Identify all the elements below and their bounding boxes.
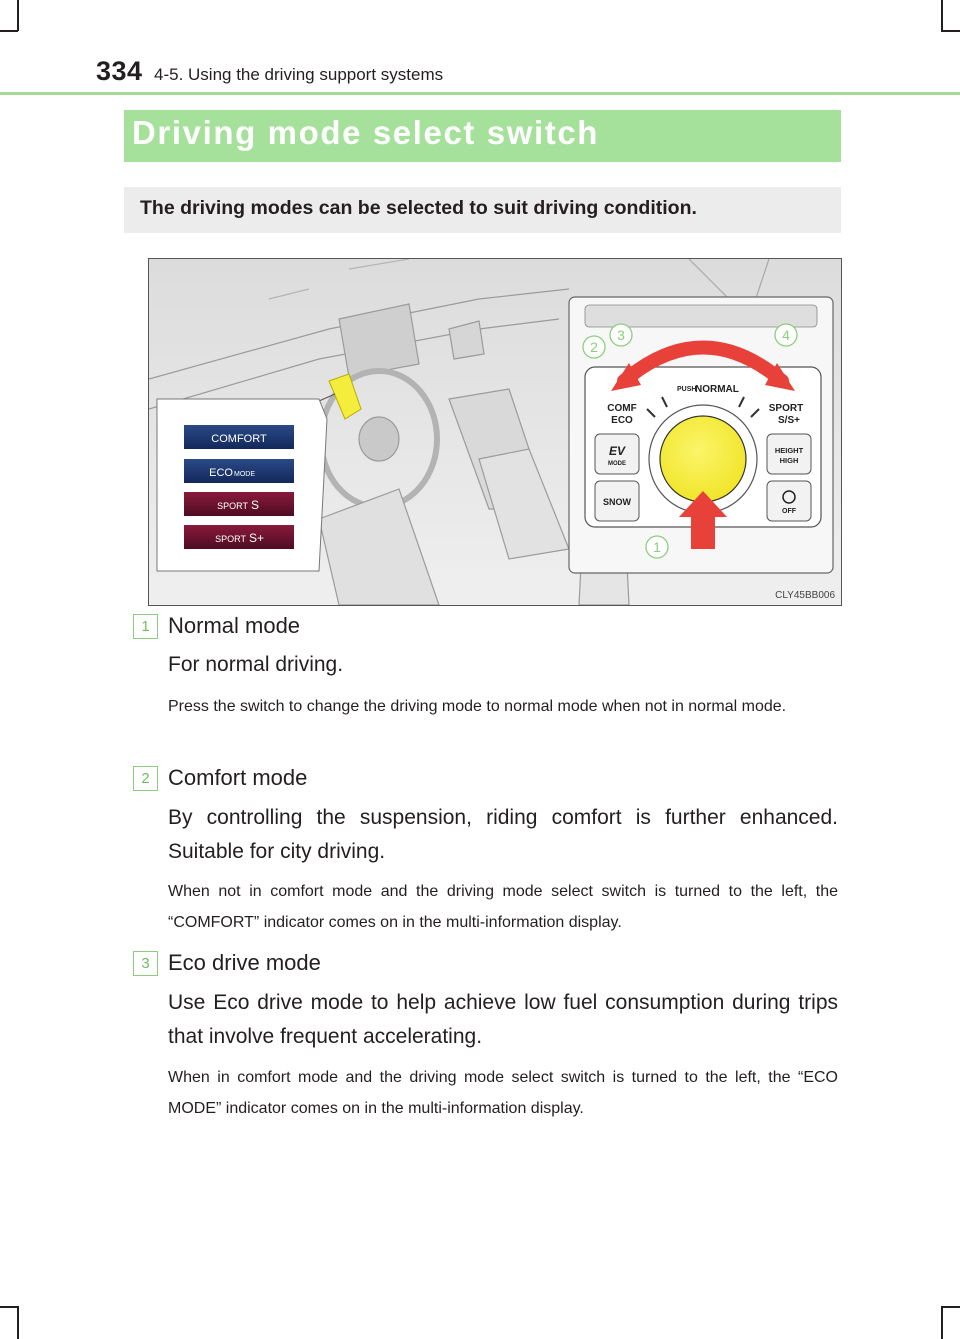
crop-mark bbox=[941, 30, 960, 32]
item-title: Eco drive mode bbox=[168, 950, 321, 975]
panel-sport-label: SPORT bbox=[768, 403, 804, 414]
callout-1: 1 bbox=[653, 539, 661, 555]
panel-snow-label: SNOW bbox=[603, 497, 631, 507]
panel-ev-label: EV bbox=[608, 444, 626, 458]
intro-box bbox=[124, 187, 841, 233]
page-number: 334 bbox=[96, 56, 143, 86]
page-title: Driving mode select switch bbox=[132, 114, 600, 151]
crop-mark bbox=[941, 1306, 943, 1339]
panel-high-label: HIGH bbox=[779, 456, 799, 465]
panel-push-label: PUSH bbox=[677, 386, 697, 393]
page-header bbox=[96, 56, 866, 90]
figure-code: CLY45BB006 bbox=[775, 590, 835, 601]
panel-off-label: OFF bbox=[782, 508, 796, 515]
item-number-badge: 1 bbox=[133, 614, 158, 639]
driving-mode-illustration bbox=[148, 258, 842, 606]
crop-mark bbox=[17, 0, 19, 31]
section-title-bar bbox=[124, 110, 841, 162]
item-body: Use Eco drive mode to help achieve low fuel consumption during trips that involve frequent accelerating. bbox=[168, 991, 838, 1048]
intro-text: The driving modes can be selected to suit driving condition. bbox=[140, 197, 697, 219]
header-divider bbox=[0, 92, 960, 95]
indicator-eco-label: ECO bbox=[209, 467, 233, 479]
item-note: When not in comfort mode and the driving mode select switch is turned to the left, the “COMFORT” indicator comes on in the multi-information display. bbox=[168, 883, 838, 931]
indicator-s-label: S bbox=[251, 498, 260, 512]
crop-mark bbox=[17, 1306, 19, 1339]
callout-3: 3 bbox=[617, 327, 625, 343]
panel-eco-label: ECO bbox=[611, 415, 633, 426]
callout-4: 4 bbox=[782, 327, 790, 343]
panel-ss-label: S/S+ bbox=[778, 415, 800, 426]
indicator-s-plus-label: S+ bbox=[249, 531, 265, 545]
item-note: When in comfort mode and the driving mode select switch is turned to the left, the “ECO MODE” indicator comes on in the multi-information display. bbox=[168, 1069, 838, 1117]
item-title: Normal mode bbox=[168, 613, 301, 638]
item-title: Comfort mode bbox=[168, 765, 308, 790]
mode-knob bbox=[660, 416, 746, 502]
crop-mark bbox=[941, 0, 943, 31]
panel-comf-label: COMF bbox=[607, 403, 637, 414]
indicator-mode-label: MODE bbox=[234, 471, 255, 478]
indicator-comfort-label: COMFORT bbox=[211, 433, 267, 445]
crop-mark bbox=[0, 30, 18, 32]
panel-ev-mode-label: MODE bbox=[608, 461, 626, 467]
indicator-inset bbox=[157, 399, 327, 571]
callout-2: 2 bbox=[590, 339, 598, 355]
switch-panel-inset bbox=[569, 297, 833, 573]
item-number-badge: 3 bbox=[133, 951, 158, 976]
item-body: By controlling the suspension, riding comfort is further enhanced. Suitable for city driving. bbox=[168, 806, 838, 863]
item-number-badge: 2 bbox=[133, 766, 158, 791]
panel-height-label: HEIGHT bbox=[774, 446, 804, 455]
item-body: For normal driving. bbox=[168, 653, 344, 676]
indicator-sport-label: SPORT bbox=[217, 501, 248, 511]
item-note: Press the switch to change the driving mode to normal mode when not in normal mode. bbox=[168, 698, 787, 715]
crop-mark bbox=[0, 1306, 18, 1308]
indicator-sport-label-2: SPORT bbox=[215, 534, 246, 544]
crop-mark bbox=[941, 1306, 960, 1308]
section-reference: 4-5. Using the driving support systems bbox=[154, 65, 444, 84]
panel-normal-label: NORMAL bbox=[695, 384, 739, 395]
